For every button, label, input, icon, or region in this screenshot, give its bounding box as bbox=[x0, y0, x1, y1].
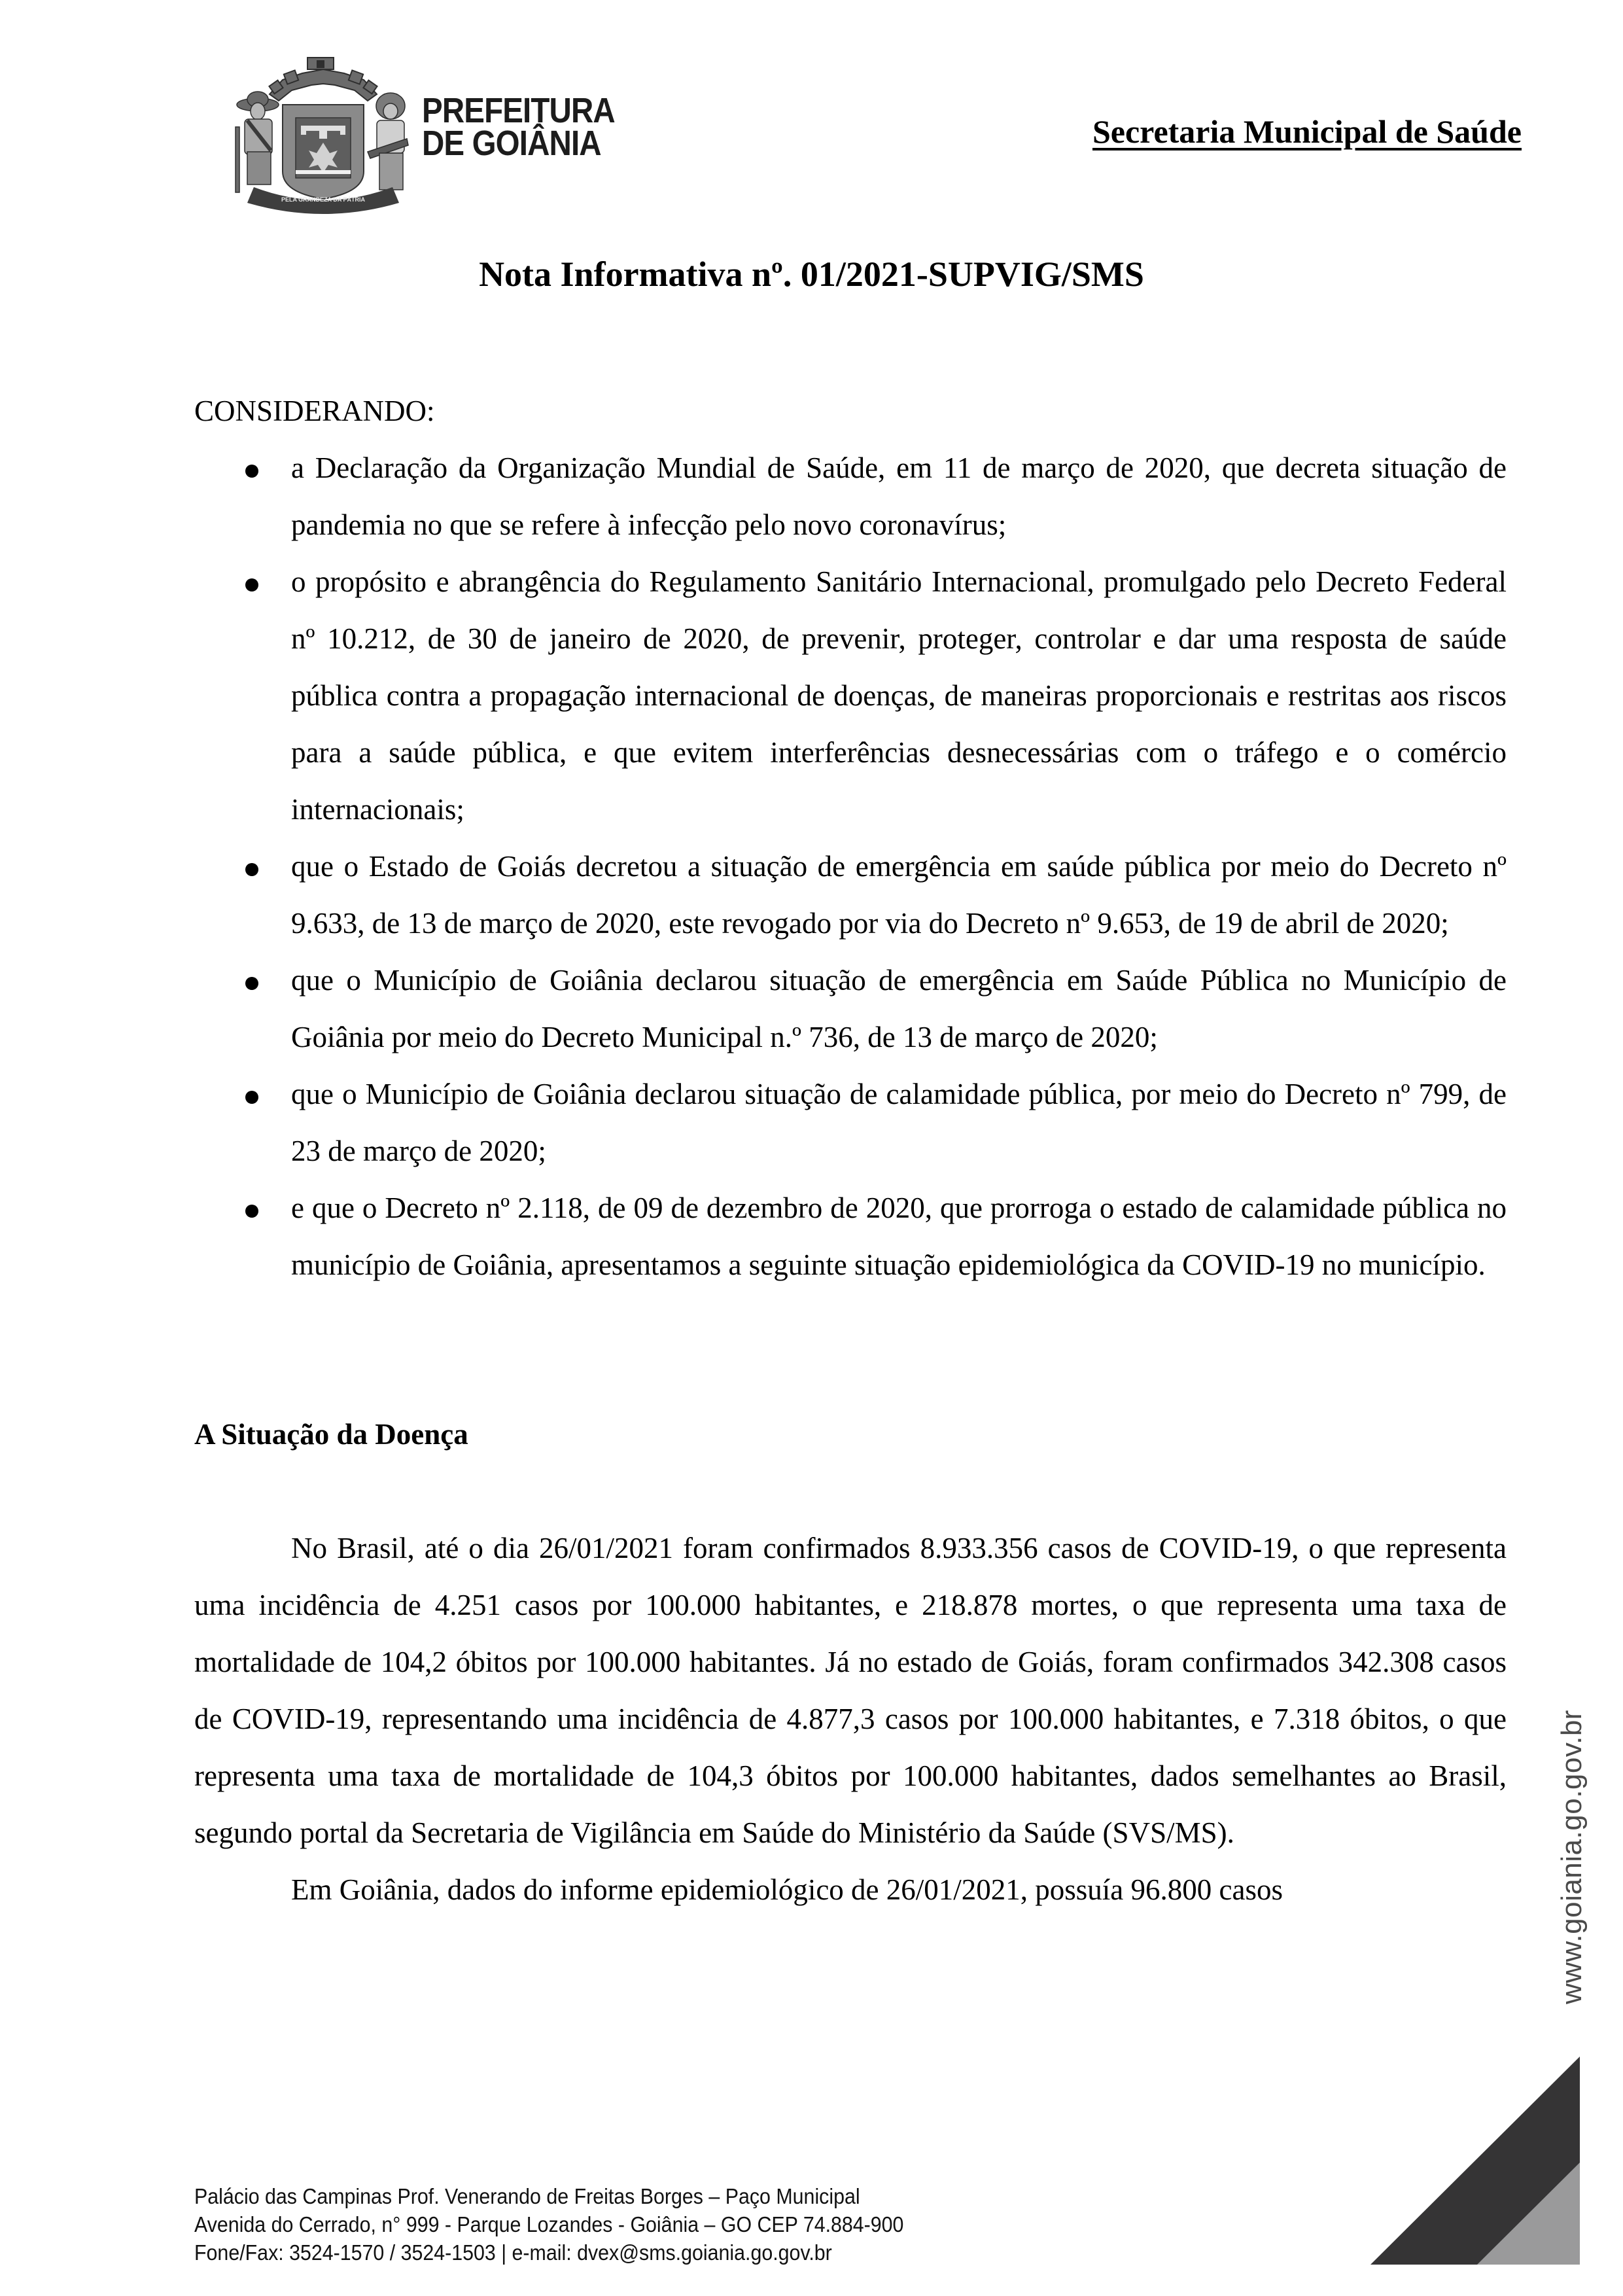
paragraph-goiania-data: Em Goiânia, dados do informe epidemiológico de 26/01/2021, possuía 96.800 casos bbox=[291, 1873, 1283, 1906]
considerando-label: CONSIDERANDO: bbox=[194, 395, 435, 427]
logo-line-1: PREFEITURA bbox=[422, 91, 615, 130]
website-url-link[interactable]: www.goiania.go.gov.br bbox=[1556, 1710, 1588, 2004]
consideration-item: a Declaração da Organização Mundial de Saúde, em 11 de março de 2020, que decreta situação de pandemia no que se refere à infecção pelo novo coronavírus; bbox=[194, 440, 1507, 554]
section-heading: A Situação da Doença bbox=[194, 1418, 468, 1451]
svg-text:PELA GRANDEZA DA PÁTRIA: PELA GRANDEZA DA PÁTRIA bbox=[281, 196, 365, 203]
coat-of-arms-icon bbox=[230, 54, 417, 214]
department-name: Secretaria Municipal de Saúde bbox=[1092, 113, 1522, 150]
footer-line-contact: Fone/Fax: 3524-1570 / 3524-1503 | e-mail: dvex@sms.goiania.go.gov.br bbox=[194, 2240, 832, 2265]
bullet-icon bbox=[245, 1205, 258, 1218]
consideration-item: que o Município de Goiânia declarou situação de calamidade pública, por meio do Decreto nº 799, de 23 de março de 2020; bbox=[194, 1066, 1507, 1180]
bullet-icon bbox=[245, 863, 258, 876]
footer-line-address: Avenida do Cerrado, n° 999 - Parque Lozandes - Goiânia – GO CEP 74.884-900 bbox=[194, 2212, 904, 2236]
prefeitura-logo bbox=[230, 54, 623, 214]
bullet-icon bbox=[245, 578, 258, 592]
prefeitura-wordmark bbox=[422, 91, 615, 163]
considerations-list bbox=[194, 440, 1507, 1294]
document-body bbox=[194, 383, 1507, 1918]
consideration-item: o propósito e abrangência do Regulamento Sanitário Internacional, promulgado pelo Decreto Federal nº 10.212, de 30 de janeiro de 2020, de prevenir, proteger, controlar e dar uma resposta de saúde pública contra a propagação internacional de doenças, de maneiras proporcionais e restritas aos riscos para a saúde pública, e que evitem interferências desnecessárias com o tráfego e o comércio internacionais; bbox=[194, 554, 1507, 838]
consideration-item: e que o Decreto nº 2.118, de 09 de dezembro de 2020, que prorroga o estado de calamidade pública no município de Goiânia, apresentamos a seguinte situação epidemiológica da COVID-19 no município. bbox=[194, 1180, 1507, 1294]
logo-line-2: DE GOIÂNIA bbox=[422, 124, 601, 163]
consideration-item: que o Estado de Goiás decretou a situação de emergência em saúde pública por meio do Decreto nº 9.633, de 13 de março de 2020, este revogado por via do Decreto nº 9.653, de 19 de abril de 2020; bbox=[194, 838, 1507, 952]
paragraph-national-state-data: No Brasil, até o dia 26/01/2021 foram confirmados 8.933.356 casos de COVID-19, o que representa uma incidência de 4.251 casos por 100.000 habitantes, e 218.878 mortes, o que representa uma taxa de mortalidade de 104,2 óbitos por 100.000 habitantes. Já no estado de Goiás, foram confirmados 342.308 casos de COVID-19, representando uma incidência de 4.877,3 casos por 100.000 habitantes, e 7.318 óbitos, o que representa uma taxa de mortalidade de 104,3 óbitos por 100.000 habitantes, dados semelhantes ao Brasil, segundo portal da Secretaria de Vigilância em Saúde do Ministério da Saúde (SVS/MS). bbox=[194, 1532, 1507, 1849]
corner-decoration-icon bbox=[1370, 2057, 1580, 2265]
consideration-item: que o Município de Goiânia declarou situação de emergência em Saúde Pública no Município de Goiânia por meio do Decreto Municipal n.º 736, de 13 de março de 2020; bbox=[194, 952, 1507, 1066]
footer-address bbox=[194, 2182, 966, 2267]
bullet-icon bbox=[245, 465, 258, 478]
bullet-icon bbox=[245, 977, 258, 990]
document-title: Nota Informativa nº. 01/2021-SUPVIG/SMS bbox=[479, 255, 1144, 294]
bullet-icon bbox=[245, 1091, 258, 1104]
footer-line-building: Palácio das Campinas Prof. Venerando de Freitas Borges – Paço Municipal bbox=[194, 2184, 860, 2208]
